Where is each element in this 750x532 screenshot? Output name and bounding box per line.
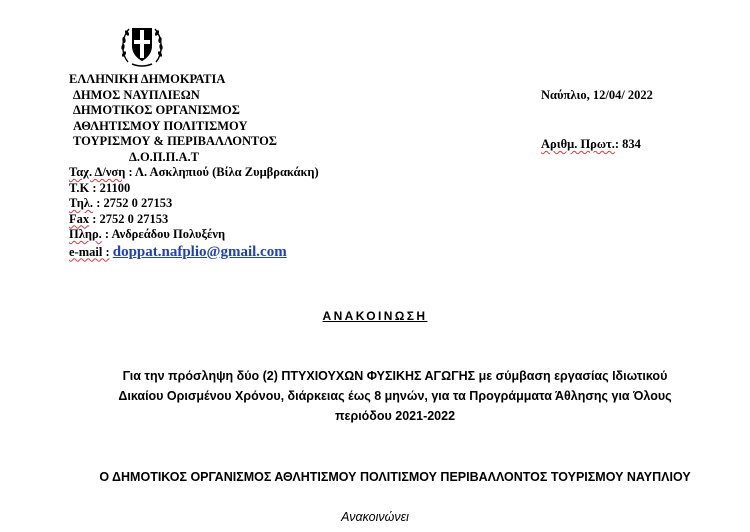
address-label: Ταχ. Δ/νση <box>69 165 126 179</box>
announces-text: Ανακοινώνει <box>341 510 409 524</box>
greek-coat-of-arms-icon <box>118 20 166 70</box>
info-value: : Ανδρεάδου Πολυξένη <box>101 227 226 241</box>
address-line <box>69 165 319 181</box>
org-name-line-1: ΔΗΜΟΤΙΚΟΣ ΟΡΓΑΝΙΣΜΟΣ <box>73 103 240 117</box>
intro-line-3: περιόδου 2021-2022 <box>334 409 456 423</box>
phone-line <box>69 196 319 212</box>
postal-code: Τ.Κ : 21100 <box>69 180 131 195</box>
fax-value: : 2752 0 27153 <box>89 211 169 226</box>
protocol-value: : 834 <box>614 137 641 151</box>
org-acronym: Δ.Ο.Π.Π.Α.Τ <box>129 149 199 164</box>
protocol-label: Αριθμ. Πρωτ. <box>541 137 615 151</box>
phone-label: Τηλ. <box>69 196 94 210</box>
address-value: : Λ. Ασκληπιού (Βίλα Ζυμβρακάκη) <box>125 165 319 179</box>
org-name-line-2: ΑΘΛΗΤΙΣΜΟΥ ΠΟΛΙΤΙΣΜΟΥ <box>73 118 248 133</box>
email-line <box>69 245 319 261</box>
intro-line-1: Για την πρόσληψη δύο (2) ΠΤΥΧΙΟΥΧΩΝ ΦΥΣΙΚΗΣ ΑΓΩΓΗΣ με σύμβαση εργασίας Ιδιωτικού <box>122 369 668 383</box>
municipality-name: ΔΗΜΟΣ ΝΑΥΠΛΙΕΩΝ <box>73 87 200 102</box>
fax-line <box>69 212 319 228</box>
protocol-number <box>541 137 641 153</box>
place-date: Ναύπλιο, 12/04/ 2022 <box>541 88 653 102</box>
info-line <box>69 227 319 243</box>
org-name-line-3: ΤΟΥΡΙΣΜΟΥ & ΠΕΡΙΒΑΛΛΟΝΤΟΣ <box>73 134 277 148</box>
announcement-heading: ΑΝΑΚΟΙΝΩΣΗ <box>322 309 428 323</box>
organization-full-name: Ο ΔΗΜΟΤΙΚΟΣ ΟΡΓΑΝΙΣΜΟΣ ΑΘΛΗΤΙΣΜΟΥ ΠΟΛΙΤΙΣΜΟΥ ΠΕΡΙΒΑΛΛΟΝΤΟΣ ΤΟΥΡΙΣΜΟΥ ΝΑΥΠΛΙΟΥ <box>99 470 691 484</box>
email-label: e-mail : <box>69 244 110 259</box>
republic-name: ΕΛΛΗΝΙΚΗ ΔΗΜΟΚΡΑΤΙΑ <box>69 72 226 86</box>
info-label: Πληρ. <box>69 227 102 241</box>
intro-line-2: Δικαίου Ορισμένου Χρόνου, διάρκειας έως 8 μηνών, για τα Προγράμματα Άθλησης για Όλους <box>118 389 672 403</box>
intro-paragraph <box>40 366 750 426</box>
email-link[interactable]: doppat.nafplio@gmail.com <box>112 243 287 260</box>
fax-label: Fax <box>69 211 90 226</box>
phone-value: : 2752 0 27153 <box>93 196 173 210</box>
sender-block <box>69 72 319 260</box>
